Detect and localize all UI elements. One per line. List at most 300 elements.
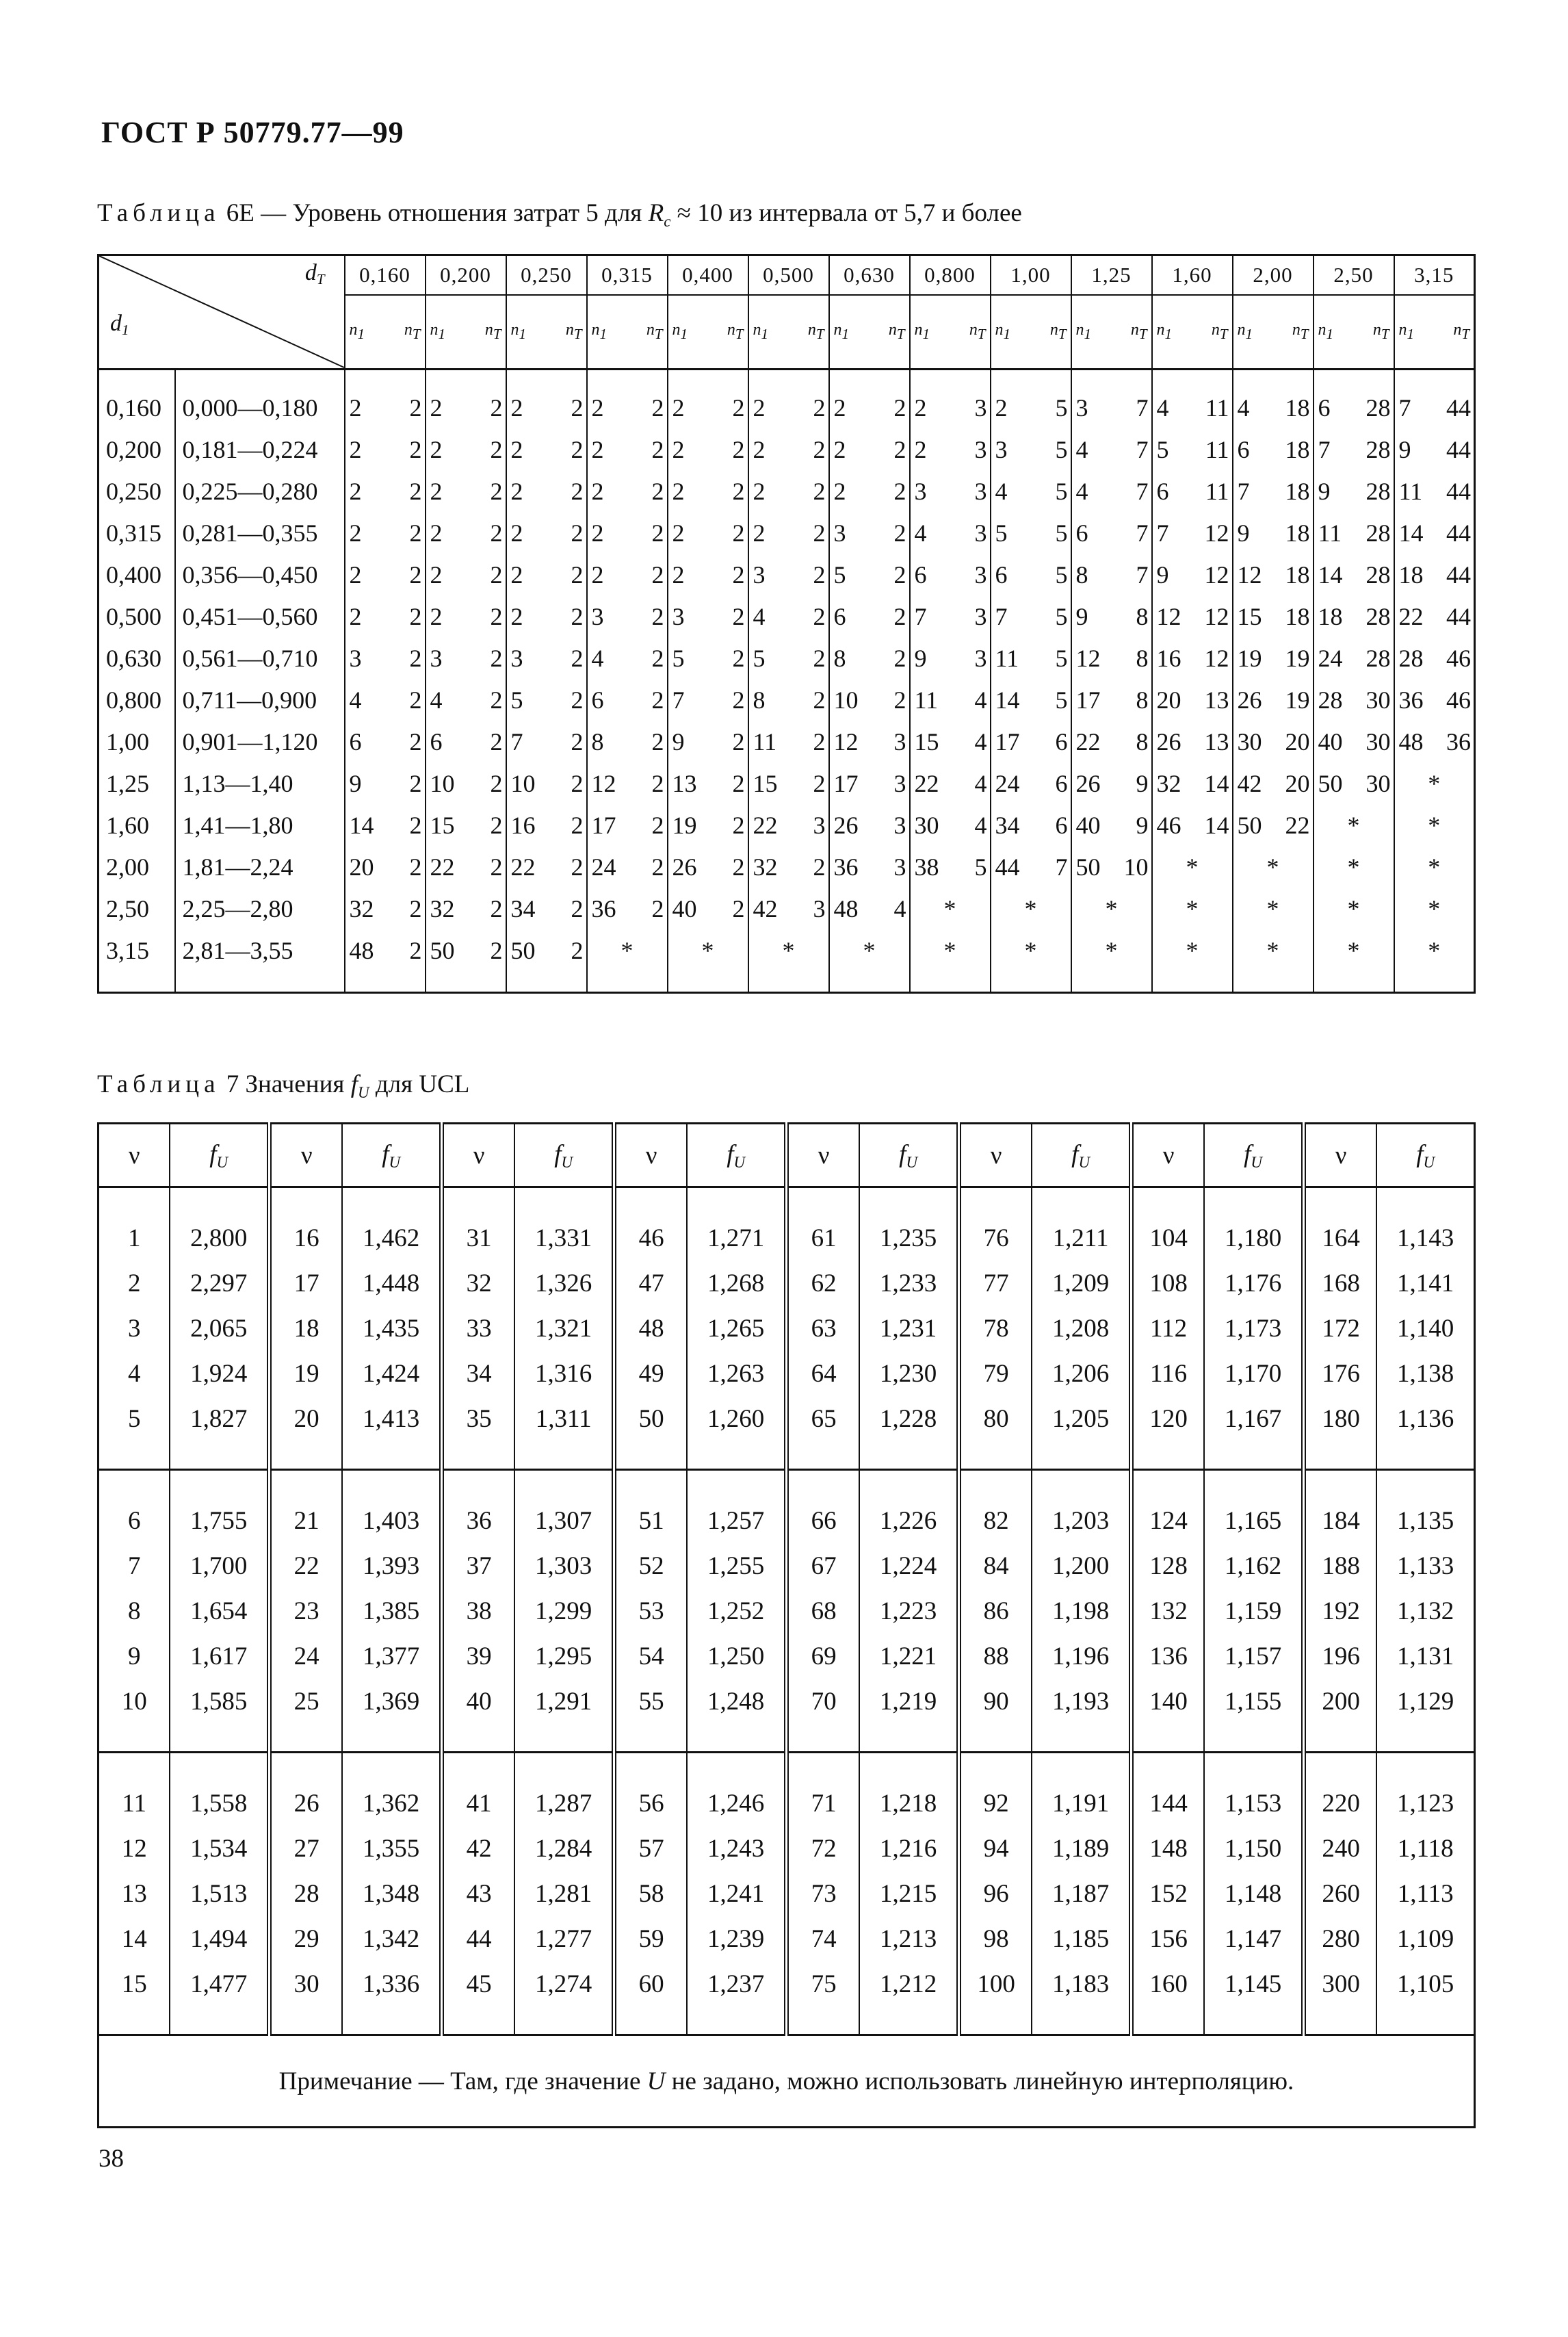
nt-value: 2: [732, 644, 745, 672]
dt-label: $d_Т$: [304, 260, 325, 287]
nt-label: nТ: [1049, 321, 1067, 342]
nt-value: 2: [571, 811, 584, 839]
n1-value: 2: [833, 477, 846, 505]
n1-value: 14: [1398, 519, 1424, 547]
n1-value: 9: [1075, 602, 1088, 630]
n-column-header: [1152, 295, 1233, 370]
plan-cell: [426, 762, 506, 804]
fu-column-header: $f_U$: [859, 1124, 958, 1187]
interval-value: 1,41—1,80: [175, 804, 345, 846]
fu-value: 1,424: [342, 1351, 441, 1396]
plan-cell: [910, 554, 991, 595]
table-row: [99, 1306, 1475, 1351]
nt-value: 2: [651, 602, 664, 630]
nt-value: 2: [651, 477, 664, 505]
nu-value: 70: [786, 1679, 859, 1753]
nu-value: 54: [614, 1634, 687, 1679]
plan-cell: [1233, 470, 1314, 512]
nt-value: 2: [651, 727, 664, 756]
plan-cell: [1314, 554, 1394, 595]
n1-value: 2: [591, 477, 604, 505]
dt-column-header: 0,500: [748, 255, 829, 296]
nt-value: 30: [1366, 769, 1391, 797]
nt-value: 2: [813, 727, 826, 756]
plan-cell: [1233, 679, 1314, 721]
nt-value: 3: [813, 811, 826, 839]
n1-value: 6: [1318, 393, 1331, 422]
plan-cell: [1394, 929, 1475, 993]
nu-value: 67: [786, 1543, 859, 1588]
fu-value: 1,226: [859, 1470, 958, 1544]
nt-value: 44: [1446, 477, 1471, 505]
nu-value: 132: [1131, 1588, 1204, 1634]
plan-cell: [1314, 929, 1394, 993]
not-applicable-mark: *: [943, 936, 956, 964]
n1-value: 5: [995, 519, 1008, 547]
plan-cell: [1071, 888, 1152, 929]
plan-cell: [829, 762, 910, 804]
nt-value: 7: [1136, 393, 1149, 422]
plan-cell: [1394, 679, 1475, 721]
nu-column-header: ν: [441, 1124, 514, 1187]
nt-value: 2: [813, 686, 826, 714]
fu-column-header: $f_U$: [1204, 1124, 1303, 1187]
plan-cell: [1233, 721, 1314, 762]
fu-value: 1,321: [514, 1306, 614, 1351]
not-applicable-mark: *: [1266, 853, 1279, 881]
fu-value: 1,228: [859, 1396, 958, 1470]
fu-value: 1,132: [1376, 1588, 1474, 1634]
plan-cell: [587, 595, 668, 637]
n1-value: 18: [1398, 560, 1424, 589]
n1-value: 9: [1318, 477, 1331, 505]
n1-value: 3: [1075, 393, 1088, 422]
plan-cell: [910, 428, 991, 470]
nu-value: 98: [958, 1916, 1032, 1961]
fu-value: 1,355: [342, 1826, 441, 1871]
nt-value: 20: [1285, 769, 1310, 797]
plan-cell: [748, 929, 829, 993]
nt-value: 19: [1285, 644, 1310, 672]
nu-value: 62: [786, 1261, 859, 1306]
nu-value: 50: [614, 1396, 687, 1470]
plan-cell: [1233, 595, 1314, 637]
nt-value: 12: [1204, 602, 1229, 630]
nt-label: nТ: [1292, 321, 1309, 342]
fu-value: 1,311: [514, 1396, 614, 1470]
n1-value: 36: [591, 894, 616, 922]
d1-value: 0,630: [99, 637, 175, 679]
fu-value: 1,218: [859, 1753, 958, 1826]
plan-cell: [1394, 721, 1475, 762]
n1-value: 42: [1237, 769, 1262, 797]
n1-value: 44: [995, 853, 1020, 881]
nu-value: 38: [441, 1588, 514, 1634]
nt-label: nТ: [969, 321, 986, 342]
plan-cell: [1394, 428, 1475, 470]
nu-value: 152: [1131, 1871, 1204, 1916]
plan-cell: [506, 762, 587, 804]
n1-value: 22: [753, 811, 778, 839]
fu-value: 1,203: [1032, 1470, 1131, 1544]
fu-value: 1,219: [859, 1679, 958, 1753]
n1-value: 2: [510, 519, 523, 547]
nu-value: 35: [441, 1396, 514, 1470]
nu-value: 82: [958, 1470, 1032, 1544]
plan-cell: [1314, 595, 1394, 637]
fu-value: 1,123: [1376, 1753, 1474, 1826]
nt-value: 2: [571, 560, 584, 589]
nt-value: 2: [813, 644, 826, 672]
table-row: [99, 721, 1475, 762]
nt-value: 2: [651, 644, 664, 672]
nu-value: 92: [958, 1753, 1032, 1826]
nt-value: 14: [1204, 811, 1229, 839]
not-applicable-mark: *: [701, 936, 714, 964]
fu-value: 1,558: [170, 1753, 269, 1826]
nu-value: 188: [1303, 1543, 1376, 1588]
nt-value: 46: [1446, 686, 1471, 714]
plan-cell: [991, 929, 1071, 993]
n1-value: 4: [1075, 435, 1088, 463]
n1-value: 7: [510, 727, 523, 756]
plan-cell: [345, 554, 426, 595]
fu-value: 1,274: [514, 1961, 614, 2035]
plan-cell: [991, 512, 1071, 554]
nt-value: 2: [571, 936, 584, 964]
nt-value: 19: [1285, 686, 1310, 714]
nt-value: 3: [974, 435, 987, 463]
nt-value: 2: [813, 519, 826, 547]
n1-value: 3: [833, 519, 846, 547]
interval-value: 0,901—1,120: [175, 721, 345, 762]
n1-value: 2: [510, 393, 523, 422]
n1-value: 2: [833, 435, 846, 463]
fu-value: 1,462: [342, 1187, 441, 1261]
nu-value: 4: [99, 1351, 170, 1396]
n1-value: 15: [753, 769, 778, 797]
n1-value: 17: [995, 727, 1020, 756]
interval-value: 0,281—0,355: [175, 512, 345, 554]
nt-value: 13: [1204, 686, 1229, 714]
fu-value: 1,295: [514, 1634, 614, 1679]
plan-cell: [506, 370, 587, 429]
nu-value: 61: [786, 1187, 859, 1261]
plan-cell: [1152, 679, 1233, 721]
fu-value: 1,138: [1376, 1351, 1474, 1396]
plan-cell: [829, 888, 910, 929]
plan-cell: [668, 929, 748, 993]
fu-column-header: $f_U$: [170, 1124, 269, 1187]
nt-value: 2: [571, 435, 584, 463]
plan-cell: [1394, 370, 1475, 429]
d1-value: 0,400: [99, 554, 175, 595]
nt-value: 2: [651, 435, 664, 463]
nt-value: 2: [893, 602, 906, 630]
plan-cell: [748, 595, 829, 637]
nt-value: 2: [651, 519, 664, 547]
nu-value: 220: [1303, 1753, 1376, 1826]
nu-value: 196: [1303, 1634, 1376, 1679]
n1-value: 2: [591, 435, 604, 463]
fu-value: 1,494: [170, 1916, 269, 1961]
nu-value: 19: [269, 1351, 342, 1396]
n1-value: 6: [1156, 477, 1169, 505]
fu-value: 1,118: [1376, 1826, 1474, 1871]
fu-value: 1,155: [1204, 1679, 1303, 1753]
plan-cell: [345, 888, 426, 929]
dt-column-header: 1,60: [1152, 255, 1233, 296]
nt-value: 2: [893, 644, 906, 672]
plan-cell: [910, 804, 991, 846]
n1-label: n1: [1156, 321, 1172, 342]
n1-value: 4: [914, 519, 927, 547]
nt-value: 28: [1366, 644, 1391, 672]
n1-label: n1: [753, 321, 768, 342]
n1-value: 26: [1237, 686, 1262, 714]
n1-value: 2: [349, 393, 362, 422]
table-corner-cell: [99, 255, 345, 370]
n-column-header: [1071, 295, 1152, 370]
n1-value: 8: [1075, 560, 1088, 589]
n1-value: 34: [995, 811, 1020, 839]
table-7-caption: [97, 1070, 469, 1102]
nu-value: 10: [99, 1679, 170, 1753]
nt-value: 2: [813, 435, 826, 463]
nt-value: 2: [409, 519, 422, 547]
plan-cell: [587, 679, 668, 721]
nt-value: 5: [1055, 477, 1068, 505]
plan-cell: [587, 929, 668, 993]
n1-label: n1: [430, 321, 445, 342]
n-column-header: [587, 295, 668, 370]
fu-value: 1,224: [859, 1543, 958, 1588]
nu-value: 51: [614, 1470, 687, 1544]
n1-value: 36: [1398, 686, 1424, 714]
nt-value: 6: [1055, 727, 1068, 756]
n1-value: 38: [914, 853, 939, 881]
n1-label: n1: [1398, 321, 1414, 342]
plan-cell: [345, 637, 426, 679]
nu-value: 136: [1131, 1634, 1204, 1679]
n1-label: n1: [995, 321, 1010, 342]
n1-value: 2: [591, 519, 604, 547]
nu-value: 55: [614, 1679, 687, 1753]
nt-value: 2: [409, 435, 422, 463]
nu-value: 75: [786, 1961, 859, 2035]
n1-value: 32: [1156, 769, 1181, 797]
fu-value: 1,477: [170, 1961, 269, 2035]
n-column-header: [829, 295, 910, 370]
fu-value: 1,260: [687, 1396, 786, 1470]
plan-cell: [991, 804, 1071, 846]
table-row: [99, 1543, 1475, 1588]
nt-value: 3: [974, 477, 987, 505]
fu-column-header: $f_U$: [1032, 1124, 1131, 1187]
d1-value: 0,800: [99, 679, 175, 721]
nt-value: 28: [1366, 560, 1391, 589]
n1-value: 2: [349, 519, 362, 547]
fu-value: 1,265: [687, 1306, 786, 1351]
nt-value: 11: [1205, 477, 1229, 505]
plan-cell: [1152, 762, 1233, 804]
plan-cell: [668, 804, 748, 846]
d1-value: 0,315: [99, 512, 175, 554]
nt-value: 2: [409, 644, 422, 672]
fu-value: 1,170: [1204, 1351, 1303, 1396]
n1-value: 22: [914, 769, 939, 797]
dt-column-header: 0,160: [345, 255, 426, 296]
plan-cell: [991, 470, 1071, 512]
fu-value: 1,239: [687, 1916, 786, 1961]
nt-value: 6: [1055, 769, 1068, 797]
fu-value: 1,198: [1032, 1588, 1131, 1634]
nt-value: 2: [813, 602, 826, 630]
plan-cell: [1152, 470, 1233, 512]
plan-cell: [506, 929, 587, 993]
nu-value: 124: [1131, 1470, 1204, 1544]
nt-value: 4: [974, 727, 987, 756]
interval-value: 1,81—2,24: [175, 846, 345, 888]
n1-value: 9: [1398, 435, 1411, 463]
nu-value: 37: [441, 1543, 514, 1588]
plan-cell: [748, 762, 829, 804]
d1-value: 2,00: [99, 846, 175, 888]
nt-value: 46: [1446, 644, 1471, 672]
table-row: [99, 1187, 1475, 1261]
nt-value: 2: [571, 769, 584, 797]
nt-value: 2: [490, 560, 503, 589]
nt-value: 8: [1136, 644, 1149, 672]
plan-cell: [991, 679, 1071, 721]
caption-text: — Уровень отношения затрат 5 для: [261, 199, 642, 227]
d1-value: 1,00: [99, 721, 175, 762]
n1-value: 2: [995, 393, 1008, 422]
nt-value: 2: [732, 477, 745, 505]
nu-value: 44: [441, 1916, 514, 1961]
not-applicable-mark: *: [1428, 769, 1441, 797]
nt-value: 2: [490, 686, 503, 714]
plan-cell: [668, 679, 748, 721]
dt-column-header: 2,50: [1314, 255, 1394, 296]
nt-value: 4: [974, 686, 987, 714]
n1-value: 2: [349, 435, 362, 463]
n1-value: 5: [510, 686, 523, 714]
n1-value: 40: [1318, 727, 1343, 756]
nu-value: 56: [614, 1753, 687, 1826]
not-applicable-mark: *: [1428, 936, 1441, 964]
plan-cell: [991, 721, 1071, 762]
fu-value: 1,348: [342, 1871, 441, 1916]
nu-value: 52: [614, 1543, 687, 1588]
plan-cell: [426, 929, 506, 993]
nt-value: 30: [1366, 686, 1391, 714]
nu-value: 200: [1303, 1679, 1376, 1753]
nu-column-header: ν: [786, 1124, 859, 1187]
nt-value: 2: [409, 894, 422, 922]
nt-value: 18: [1285, 477, 1310, 505]
plan-cell: [345, 762, 426, 804]
n1-value: 2: [914, 435, 927, 463]
fu-value: 1,250: [687, 1634, 786, 1679]
n1-value: 22: [510, 853, 536, 881]
n1-value: 15: [1237, 602, 1262, 630]
dt-column-header: 0,315: [587, 255, 668, 296]
nu-value: 192: [1303, 1588, 1376, 1634]
not-applicable-mark: *: [1428, 894, 1441, 922]
fu-value: 1,140: [1376, 1306, 1474, 1351]
nt-value: 2: [651, 686, 664, 714]
n1-value: 2: [833, 393, 846, 422]
d1-value: 0,160: [99, 370, 175, 429]
fu-value: 1,271: [687, 1187, 786, 1261]
nt-value: 2: [490, 936, 503, 964]
plan-cell: [748, 846, 829, 888]
dt-column-header: 1,00: [991, 255, 1071, 296]
n1-value: 2: [349, 560, 362, 589]
fu-value: 1,342: [342, 1916, 441, 1961]
n1-value: 24: [1318, 644, 1343, 672]
plan-cell: [426, 888, 506, 929]
plan-cell: [668, 721, 748, 762]
n1-value: 50: [510, 936, 536, 964]
fu-value: 1,377: [342, 1634, 441, 1679]
plan-cell: [587, 762, 668, 804]
nu-value: 7: [99, 1543, 170, 1588]
not-applicable-mark: *: [1347, 894, 1360, 922]
plan-cell: [1071, 512, 1152, 554]
plan-cell: [1071, 762, 1152, 804]
nt-value: 4: [974, 811, 987, 839]
nu-value: 41: [441, 1753, 514, 1826]
n1-value: 5: [1156, 435, 1169, 463]
n1-value: 48: [349, 936, 374, 964]
plan-cell: [426, 428, 506, 470]
plan-cell: [1394, 637, 1475, 679]
plan-cell: [829, 370, 910, 429]
d1-value: 3,15: [99, 929, 175, 993]
fu-value: 1,241: [687, 1871, 786, 1916]
interval-value: 0,711—0,900: [175, 679, 345, 721]
fu-value: 1,281: [514, 1871, 614, 1916]
nu-value: 260: [1303, 1871, 1376, 1916]
d1-value: 0,500: [99, 595, 175, 637]
n1-value: 9: [1237, 519, 1250, 547]
n1-value: 7: [1318, 435, 1331, 463]
nt-value: 5: [1055, 519, 1068, 547]
fu-value: 1,206: [1032, 1351, 1131, 1396]
plan-cell: [1233, 804, 1314, 846]
fu-value: 1,153: [1204, 1753, 1303, 1826]
caption-label: Таблица: [97, 199, 220, 227]
nu-value: 29: [269, 1916, 342, 1961]
nu-value: 40: [441, 1679, 514, 1753]
table-row: [99, 1871, 1475, 1916]
plan-cell: [587, 846, 668, 888]
nu-value: 33: [441, 1306, 514, 1351]
fu-value: 1,617: [170, 1634, 269, 1679]
plan-cell: [426, 846, 506, 888]
nt-value: 2: [893, 393, 906, 422]
fu-value: 1,215: [859, 1871, 958, 1916]
nt-value: 2: [490, 853, 503, 881]
nt-value: 3: [893, 769, 906, 797]
nt-value: 2: [490, 644, 503, 672]
interval-value: 2,81—3,55: [175, 929, 345, 993]
nt-label: nТ: [646, 321, 663, 342]
n1-value: 20: [1156, 686, 1181, 714]
nt-value: 2: [732, 727, 745, 756]
